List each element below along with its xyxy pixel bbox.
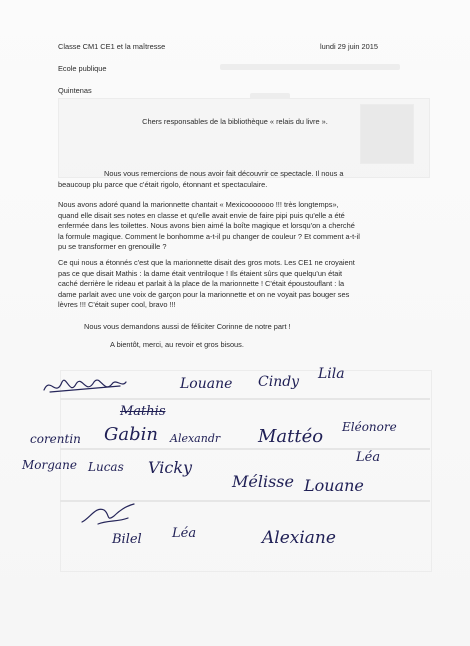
ghost-sub — [250, 93, 290, 99]
scribble-signature-1 — [40, 368, 130, 404]
paragraph-line: dame parlait avec une voix de garçon pour la marionnette et on ne voyait pas bouger ses — [58, 289, 350, 299]
ghost-heading — [220, 64, 400, 70]
signature-lea-2: Léa — [172, 526, 197, 541]
closing — [58, 340, 244, 351]
paragraph-liked — [58, 200, 360, 253]
class-line: Classe CM1 CE1 et la maîtresse — [58, 42, 166, 51]
signature-alexandr: Alexandr — [170, 432, 221, 445]
town-name: Quintenas — [58, 86, 92, 95]
signature-gabin: Gabin — [104, 424, 158, 445]
signature-lucas: Lucas — [88, 460, 124, 474]
closing-line: A bientôt, merci, au revoir et gros bisous. — [110, 340, 244, 349]
signature-melisse: Mélisse — [232, 472, 294, 491]
paragraph-line: lèvres !!! C'était super cool, bravo !!! — [58, 300, 176, 310]
paragraph-line: Nous vous remercions de nous avoir fait découvrir ce spectacle. Il nous a — [104, 169, 344, 178]
paragraph-thanks — [58, 169, 344, 190]
signature-mathis: Mathis — [120, 404, 166, 419]
paragraph-line: enfermée dans les toilettes. Nous avons bien aimé la boîte magique et lorsqu'on a cherché — [58, 221, 355, 231]
paragraph-congratulate — [58, 322, 291, 333]
scribble-signature-2 — [78, 498, 138, 528]
paragraph-line: Nous avons adoré quand la marionnette chantait « Mexicooooooo !!! très longtemps», — [58, 200, 339, 209]
ghost-image — [360, 104, 414, 164]
paragraph-line: pu se transformer en grenouille ? — [58, 242, 167, 252]
signature-corentin: corentin — [30, 432, 81, 446]
paragraph-surprised — [58, 258, 355, 311]
signature-morgane: Morgane — [22, 458, 77, 472]
school-name: Ecole publique — [58, 64, 107, 73]
signature-lila: Lila — [318, 366, 345, 382]
paragraph-line: caché derrière le rideau et parlait à la place de la marionnette ! C'était époustouflant : la — [58, 279, 345, 289]
signature-cindy: Cindy — [258, 374, 300, 390]
paragraph-line: Nous vous demandons aussi de féliciter Corinne de notre part ! — [84, 322, 291, 331]
date: lundi 29 juin 2015 — [320, 42, 378, 51]
paragraph-line: pas ce que disait Mathis : la dame était ventriloque ! Ils étaient sûrs que quelqu'un était — [58, 268, 343, 278]
signature-lea: Léa — [356, 450, 381, 465]
paragraph-line: quand elle disait ses notes en classe et qu'elle avait envie de faire pipi puis qu'elle a été — [58, 210, 345, 220]
signature-bilel: Bilel — [112, 532, 142, 547]
paragraph-line: Ce qui nous a étonnés c'est que la marionnette disait des gros mots. Les CE1 ne croyaient — [58, 258, 355, 267]
signature-eleonore: Eléonore — [342, 420, 397, 434]
paragraph-line: la formule magique. Comment le bonhomme a-t-il pu changer de couleur ? Et comment a-t-il — [58, 231, 360, 241]
signature-louane-2: Louane — [304, 476, 364, 495]
signature-vicky: Vicky — [148, 458, 193, 477]
signature-matteo: Mattéo — [258, 426, 324, 447]
salutation: Chers responsables de la bibliothèque « relais du livre ». — [142, 117, 328, 126]
signature-alexiane: Alexiane — [262, 528, 336, 548]
paragraph-line: beaucoup plu parce que c'était rigolo, étonnant et spectaculaire. — [58, 179, 268, 189]
signature-louane: Louane — [180, 376, 233, 392]
